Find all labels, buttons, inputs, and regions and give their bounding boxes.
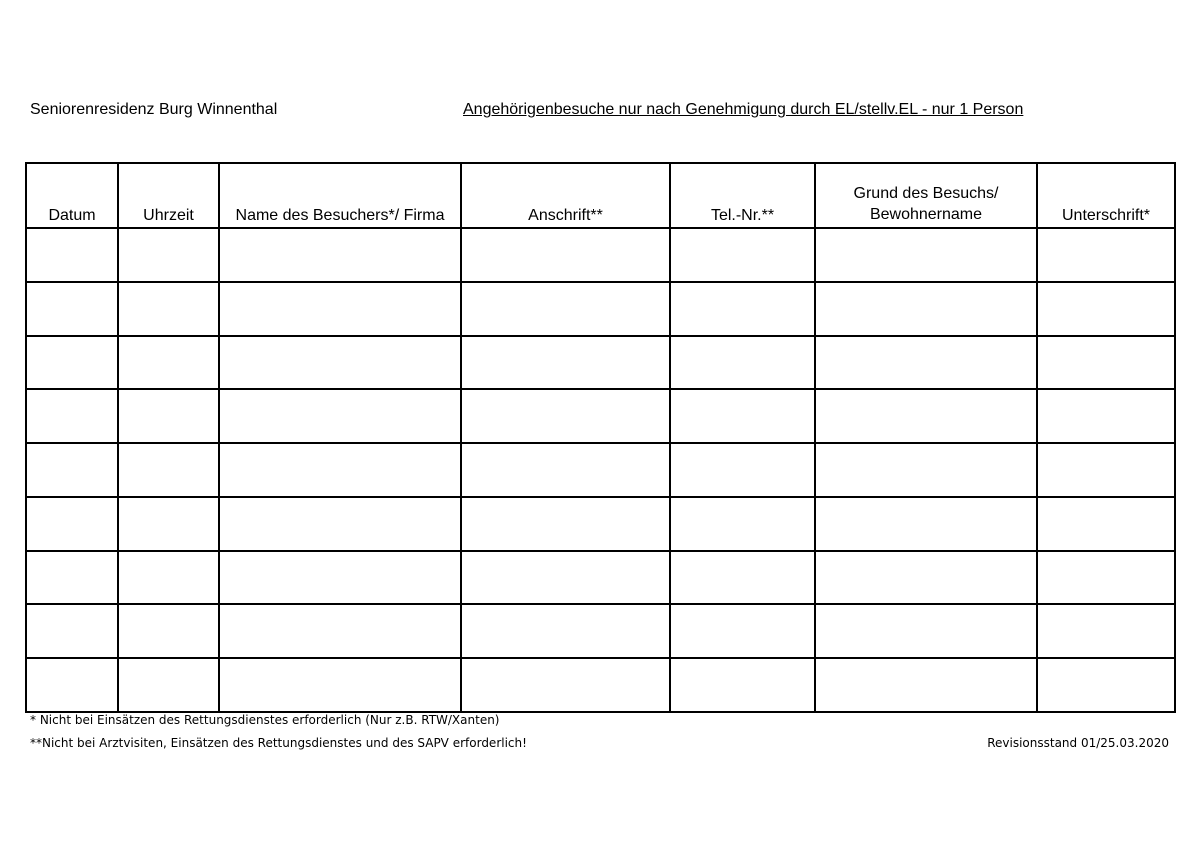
table-cell[interactable] <box>118 282 219 336</box>
table-cell[interactable] <box>815 658 1037 712</box>
table-cell[interactable] <box>26 497 118 551</box>
table-cell[interactable] <box>26 228 118 282</box>
table-row <box>26 551 1175 605</box>
table-cell[interactable] <box>670 336 815 390</box>
column-header-grund-line1: Grund des Besuchs/ <box>853 185 999 202</box>
table-cell[interactable] <box>118 228 219 282</box>
table-cell[interactable] <box>461 497 670 551</box>
table-cell[interactable] <box>670 551 815 605</box>
column-header-datum: Datum <box>26 163 118 228</box>
column-header-telefon: Tel.-Nr.** <box>670 163 815 228</box>
table-cell[interactable] <box>26 604 118 658</box>
table-cell[interactable] <box>219 443 461 497</box>
table-cell[interactable] <box>26 389 118 443</box>
table-cell[interactable] <box>118 658 219 712</box>
table-cell[interactable] <box>1037 658 1175 712</box>
table-cell[interactable] <box>815 497 1037 551</box>
footnote-double-asterisk: **Nicht bei Arztvisiten, Einsätzen des Rettungsdienstes und des SAPV erforderlich! <box>30 736 527 750</box>
table-cell[interactable] <box>26 658 118 712</box>
table-cell[interactable] <box>461 604 670 658</box>
table-cell[interactable] <box>461 551 670 605</box>
table-cell[interactable] <box>118 389 219 443</box>
table-row <box>26 497 1175 551</box>
table-cell[interactable] <box>219 389 461 443</box>
table-cell[interactable] <box>461 443 670 497</box>
column-header-uhrzeit: Uhrzeit <box>118 163 219 228</box>
table-cell[interactable] <box>670 604 815 658</box>
table-cell[interactable] <box>670 443 815 497</box>
header-row <box>26 163 1175 228</box>
table-cell[interactable] <box>1037 228 1175 282</box>
table-cell[interactable] <box>219 497 461 551</box>
visit-rule-notice: Angehörigenbesuche nur nach Genehmigung durch EL/stellv.EL - nur 1 Person <box>463 101 1024 118</box>
table-cell[interactable] <box>1037 336 1175 390</box>
table-row <box>26 658 1175 712</box>
table-row <box>26 443 1175 497</box>
column-header-anschrift: Anschrift** <box>461 163 670 228</box>
table-cell[interactable] <box>118 336 219 390</box>
column-header-unterschrift: Unterschrift* <box>1037 163 1175 228</box>
visitor-log-table <box>25 162 1176 713</box>
table-cell[interactable] <box>219 551 461 605</box>
table-row <box>26 389 1175 443</box>
table-cell[interactable] <box>219 228 461 282</box>
table-row <box>26 336 1175 390</box>
table-cell[interactable] <box>118 497 219 551</box>
table-cell[interactable] <box>461 282 670 336</box>
table-cell[interactable] <box>815 336 1037 390</box>
table-cell[interactable] <box>26 282 118 336</box>
table-cell[interactable] <box>815 551 1037 605</box>
table-cell[interactable] <box>670 658 815 712</box>
table-cell[interactable] <box>1037 497 1175 551</box>
table-cell[interactable] <box>815 228 1037 282</box>
table-cell[interactable] <box>670 282 815 336</box>
table-cell[interactable] <box>26 551 118 605</box>
table-cell[interactable] <box>1037 282 1175 336</box>
table-cell[interactable] <box>461 228 670 282</box>
column-header-grund <box>815 163 1037 228</box>
table-cell[interactable] <box>26 336 118 390</box>
table-cell[interactable] <box>670 389 815 443</box>
table-cell[interactable] <box>815 389 1037 443</box>
table-cell[interactable] <box>1037 604 1175 658</box>
table-cell[interactable] <box>815 604 1037 658</box>
table-cell[interactable] <box>1037 551 1175 605</box>
table-cell[interactable] <box>118 604 219 658</box>
table-cell[interactable] <box>219 658 461 712</box>
table-cell[interactable] <box>1037 443 1175 497</box>
table-cell[interactable] <box>461 336 670 390</box>
footnote-single-asterisk: * Nicht bei Einsätzen des Rettungsdienstes erforderlich (Nur z.B. RTW/Xanten) <box>30 713 500 727</box>
table-cell[interactable] <box>219 282 461 336</box>
facility-name: Seniorenresidenz Burg Winnenthal <box>30 101 278 118</box>
table-cell[interactable] <box>815 443 1037 497</box>
revision-status: Revisionsstand 01/25.03.2020 <box>987 736 1169 750</box>
table-cell[interactable] <box>118 443 219 497</box>
table-cell[interactable] <box>461 658 670 712</box>
table-row <box>26 228 1175 282</box>
table-cell[interactable] <box>461 389 670 443</box>
table-row <box>26 604 1175 658</box>
table-row <box>26 282 1175 336</box>
table-cell[interactable] <box>118 551 219 605</box>
table-body <box>26 228 1175 712</box>
table-cell[interactable] <box>815 282 1037 336</box>
table-cell[interactable] <box>670 228 815 282</box>
table-cell[interactable] <box>219 604 461 658</box>
table-cell[interactable] <box>26 443 118 497</box>
table-cell[interactable] <box>219 336 461 390</box>
table-cell[interactable] <box>670 497 815 551</box>
column-header-grund-line2: Bewohnername <box>869 206 983 223</box>
column-header-name: Name des Besuchers*/ Firma <box>219 163 461 228</box>
table-cell[interactable] <box>1037 389 1175 443</box>
